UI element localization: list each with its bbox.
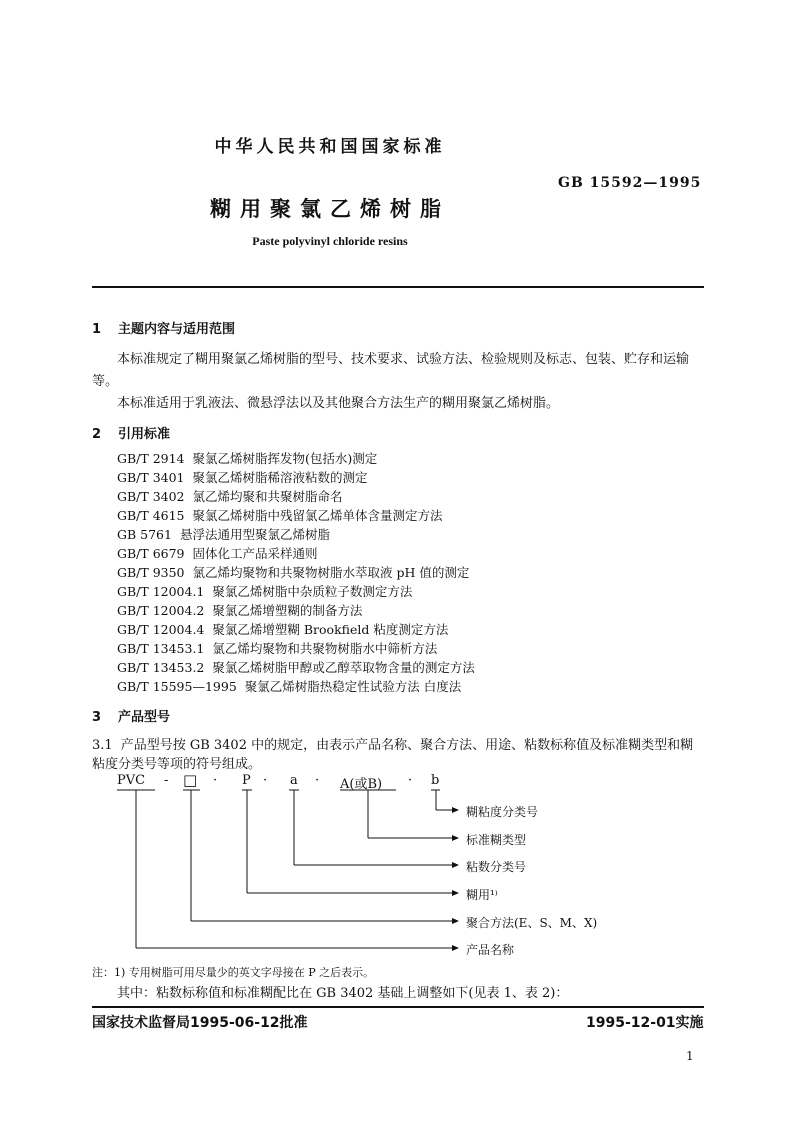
clause-text: 产品型号按 GB 3402 中的规定，由表示产品名称、聚合方法、用途、粘数标称值及标准糊类型和糊 [120, 738, 694, 753]
label-paste-viscosity-class: 糊粘度分类号 [466, 805, 539, 819]
reference-title: 聚氯乙烯树脂热稳定性试验方法 白度法 [244, 679, 462, 694]
reference-title: 氯乙烯均聚物和共聚物树脂水中筛析方法 [212, 641, 438, 656]
label-viscosity-number-class: 粘数分类号 [466, 860, 527, 874]
reference-title: 聚氯乙烯增塑糊的制备方法 [212, 603, 363, 618]
approval-issuer: 国家技术监督局1995-06-12批准 [92, 1015, 308, 1031]
reference-code: GB/T 3402 [117, 489, 185, 504]
reference-title: 氯乙烯均聚物和共聚物树脂水萃取液 pH 值的测定 [192, 565, 470, 580]
reference-code: GB/T 12004.1 [117, 584, 205, 599]
footnote: 注：1) 专用树脂可用尽量少的英文字母接在 P 之后表示。 [92, 966, 375, 979]
reference-code: GB/T 6679 [117, 546, 185, 561]
code-pvc: PVC [117, 773, 146, 788]
reference-code: GB/T 12004.2 [117, 603, 205, 618]
reference-title: 聚氯乙烯树脂稀溶液粘数的测定 [192, 470, 368, 485]
reference-title: 聚氯乙烯树脂中杂质粒子数测定方法 [212, 584, 413, 599]
section-number: 1 [92, 322, 102, 337]
section-title: 引用标准 [118, 427, 171, 442]
reference-code: GB/T 15595—1995 [117, 679, 237, 694]
reference-code: GB/T 12004.4 [117, 622, 205, 637]
section-1-para-1-line-2: 等。 [92, 374, 119, 389]
code-placeholder-box: □ [183, 771, 198, 789]
page-number: 1 [686, 1049, 694, 1063]
reference-title: 固体化工产品采样通则 [192, 546, 318, 561]
clause-3-1-continuation: 其中：粘数标称值和标准糊配比在 GB 3402 基础上调整如下(见表 1、表 2)： [117, 986, 569, 1001]
label-polymerization-method: 聚合方法(E、S、M、X) [466, 916, 598, 930]
reference-code: GB 5761 [117, 527, 172, 542]
code-dash: - [164, 773, 169, 788]
reference-code: GB/T 4615 [117, 508, 185, 523]
effective-date: 1995-12-01实施 [586, 1015, 704, 1031]
reference-code: GB/T 9350 [117, 565, 185, 580]
reference-code: GB/T 13453.1 [117, 641, 205, 656]
reference-title: 聚氯乙烯树脂挥发物(包括水)测定 [192, 451, 378, 466]
reference-title: 悬浮法通用型聚氯乙烯树脂 [179, 527, 330, 542]
reference-code: GB/T 13453.2 [117, 660, 205, 675]
label-product-name: 产品名称 [466, 943, 515, 957]
code-p: P [242, 773, 251, 788]
section-number: 2 [92, 427, 102, 442]
footer-divider [92, 1006, 704, 1008]
label-paste-use: 糊用¹⁾ [466, 888, 498, 902]
reference-code: GB/T 2914 [117, 451, 185, 466]
reference-title: 聚氯乙烯增塑糊 Brookfield 粘度测定方法 [212, 622, 449, 637]
reference-title: 聚氯乙烯树脂甲醇或乙醇萃取物含量的测定方法 [212, 660, 475, 675]
issuing-country-title: 中华人民共和国国家标准 [214, 137, 446, 157]
code-separator-dot: · [213, 773, 218, 788]
code-separator-dot: · [315, 773, 320, 788]
section-title: 产品型号 [118, 710, 171, 725]
code-separator-dot: · [408, 773, 413, 788]
section-1-para-1-line-1: 本标准规定了糊用聚氯乙烯树脂的型号、技术要求、试验方法、检验规则及标志、包装、贮存和运输 [117, 352, 690, 367]
document-title: 糊用聚氯乙烯树脂 [210, 197, 450, 221]
label-standard-paste-type: 标准糊类型 [466, 833, 527, 847]
reference-code: GB/T 3401 [117, 470, 185, 485]
standard-number: GB 15592—1995 [558, 175, 702, 191]
reference-title: 氯乙烯均聚和共聚树脂命名 [192, 489, 343, 504]
section-number: 3 [92, 710, 102, 725]
clause-number: 3.1 [92, 738, 113, 753]
document-title-english: Paste polyvinyl chloride resins [252, 234, 408, 248]
reference-title: 聚氯乙烯树脂中残留氯乙烯单体含量测定方法 [192, 508, 443, 523]
code-a-or-b: A(或B) [340, 777, 383, 792]
code-separator-dot: · [263, 773, 268, 788]
code-a: a [290, 773, 298, 788]
clause-3-1-line-2: 粘度分类号等项的符号组成。 [92, 757, 262, 772]
code-b: b [431, 773, 440, 788]
section-1-para-2: 本标准适用于乳液法、微悬浮法以及其他聚合方法生产的糊用聚氯乙烯树脂。 [117, 396, 560, 411]
section-title: 主题内容与适用范围 [118, 322, 236, 337]
